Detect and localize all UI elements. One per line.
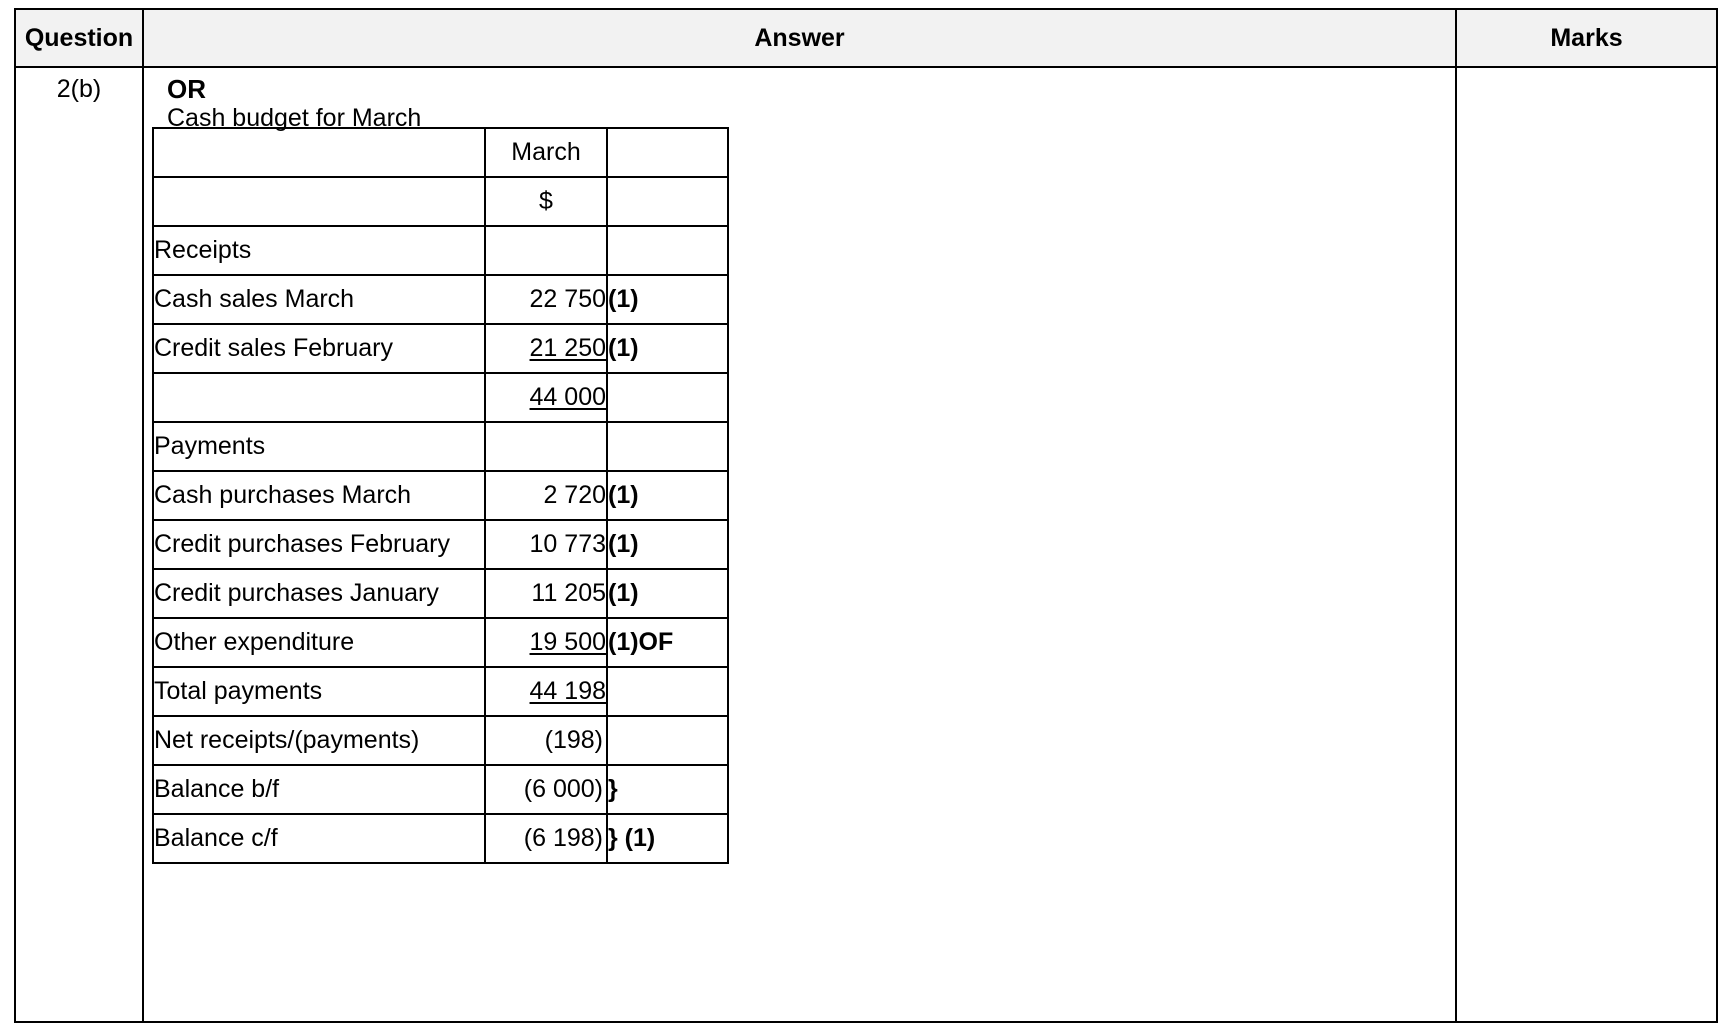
table-row [153, 324, 728, 373]
table-row [153, 716, 728, 765]
row-value: (6 000) [485, 765, 607, 814]
row-value [485, 422, 607, 471]
question-number: 2(b) [56, 75, 102, 103]
cash-budget-table [152, 127, 729, 864]
answer-column-header: Answer [754, 24, 845, 52]
answer-heading [167, 74, 421, 132]
table-row [153, 520, 728, 569]
table-row [153, 569, 728, 618]
marks-column-header: Marks [1550, 24, 1623, 52]
row-label: Credit purchases January [153, 569, 485, 618]
question-column-header: Question [24, 24, 134, 52]
underlined-value: 19 500 [529, 628, 606, 656]
or-label: OR [167, 74, 206, 104]
row-label: Credit purchases February [153, 520, 485, 569]
row-mark: (1) [607, 275, 728, 324]
table-row [153, 765, 728, 814]
table-cell [607, 177, 728, 226]
row-label [153, 373, 485, 422]
row-label: Balance b/f [153, 765, 485, 814]
row-value: 10 773 [485, 520, 607, 569]
row-mark: (1) [607, 569, 728, 618]
underlined-value: 21 250 [529, 334, 606, 362]
row-mark [607, 667, 728, 716]
row-mark [607, 422, 728, 471]
row-label: Payments [153, 422, 485, 471]
row-mark: (1) [607, 520, 728, 569]
row-mark [607, 226, 728, 275]
row-mark [607, 716, 728, 765]
table-cell [153, 128, 485, 177]
table-row [153, 373, 728, 422]
table-cell [153, 177, 485, 226]
month-header-cell: March [485, 128, 607, 177]
table-cell [607, 128, 728, 177]
row-value [485, 324, 607, 373]
currency-cell: $ [485, 177, 607, 226]
underlined-value: 44 000 [529, 383, 606, 411]
row-mark: (1)OF [607, 618, 728, 667]
table-row [153, 128, 728, 177]
table-row [153, 667, 728, 716]
row-mark: (1) [607, 324, 728, 373]
row-value: 22 750 [485, 275, 607, 324]
row-mark: } [607, 765, 728, 814]
row-label: Receipts [153, 226, 485, 275]
row-value [485, 226, 607, 275]
row-label: Other expenditure [153, 618, 485, 667]
row-value [485, 618, 607, 667]
table-row [153, 422, 728, 471]
row-mark [607, 373, 728, 422]
row-value: 11 205 [485, 569, 607, 618]
row-label: Credit sales February [153, 324, 485, 373]
row-value: 2 720 [485, 471, 607, 520]
row-mark: (1) [607, 471, 728, 520]
row-value: (198) [485, 716, 607, 765]
row-label: Total payments [153, 667, 485, 716]
row-value: (6 198) [485, 814, 607, 863]
column-divider [142, 10, 144, 1021]
row-mark: } (1) [607, 814, 728, 863]
row-value [485, 373, 607, 422]
underlined-value: 44 198 [529, 677, 606, 705]
row-label: Net receipts/(payments) [153, 716, 485, 765]
table-row [153, 814, 728, 863]
column-divider [1455, 10, 1457, 1021]
row-value [485, 667, 607, 716]
row-label: Balance c/f [153, 814, 485, 863]
row-label: Cash purchases March [153, 471, 485, 520]
table-row [153, 275, 728, 324]
table-row [153, 226, 728, 275]
table-row [153, 471, 728, 520]
table-row [153, 618, 728, 667]
table-row [153, 177, 728, 226]
row-label: Cash sales March [153, 275, 485, 324]
budget-title: Cash budget for March [167, 104, 422, 132]
